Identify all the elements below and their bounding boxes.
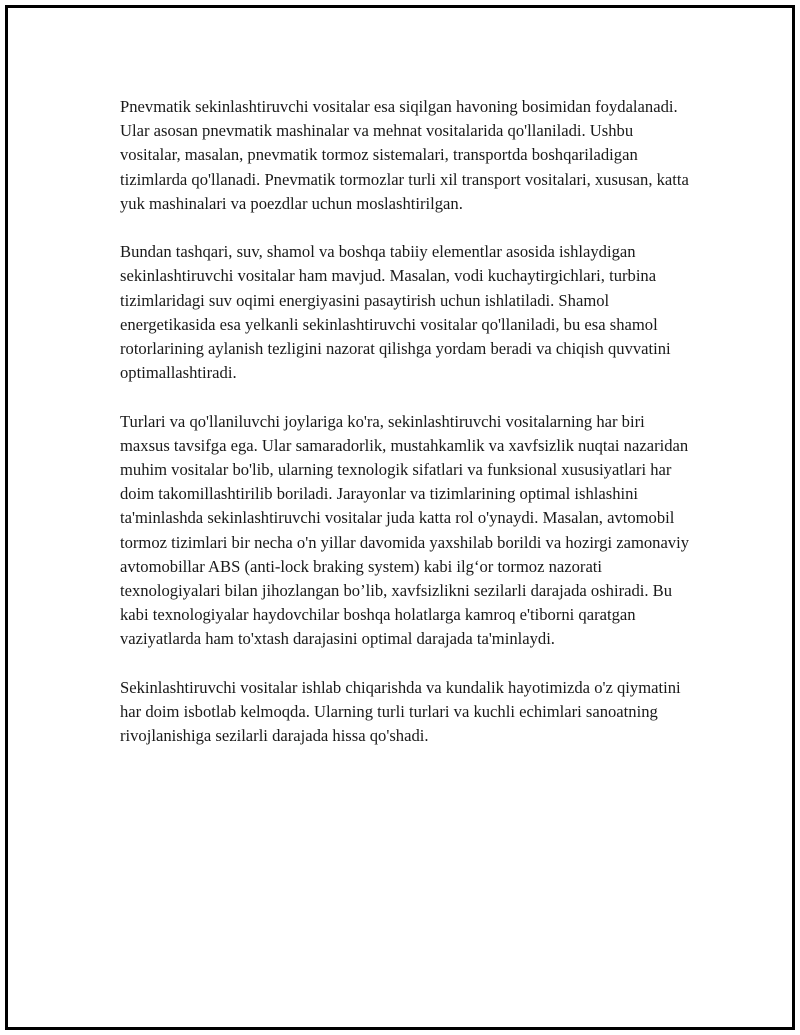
paragraph-types-and-usage: Turlari va qo'llaniluvchi joylariga ko'ra, sekinlashtiruvchi vositalarning har biri maxsus tavsifga ega. Ular samaradorlik, mustahkamlik va xavfsizlik nuqtai nazaridan muhim vositalar bo'lib, ularning texnologik sifatlari va funksional xususiyatlari har doim takomillashtirilib boriladi. Jarayonlar va tizimlarining optimal ishlashini ta'minlashda sekinlashtiruvchi vositalar juda katta rol o'ynaydi. Masalan, avtomobil tormoz tizimlari bir necha o'n yillar davomida yaxshilab borildi va hozirgi zamonaviy avtomobillar ABS (anti-lock braking system) kabi ilg‘or tormoz nazorati texnologiyalari bilan jihozlangan bo’lib, xavfsizlikni sezilarli darajada oshiradi. Bu kabi texnologiyalar haydovchilar boshqa holatlarga kamroq e'tiborni qaratgan vaziyatlarda ham to'xtash darajasini optimal darajada ta'minlaydi. xyxy=(120,411,690,649)
paragraph-conclusion: Sekinlashtiruvchi vositalar ishlab chiqarishda va kundalik hayotimizda o'z qiymatini har doim isbotlab kelmoqda. Ularning turli turlari va kuchli echimlari sanoatning rivojlanishiga sezilarli darajada hissa qo'shadi. xyxy=(120,677,681,746)
paragraph-natural-elements: Bundan tashqari, suv, shamol va boshqa tabiiy elementlar asosida ishlaydigan sekinlashtiruvchi vositalar ham mavjud. Masalan, vodi kuchaytirgichlari, turbina tizimlaridagi suv oqimi energiyasini pasaytirish uchun ishlatiladi. Shamol energetikasida esa yelkanli sekinlashtiruvchi vositalar qo'llaniladi, bu esa shamol rotorlarining aylanish tezligini nazorat qilishga yordam beradi va chiqish quvvatini optimallashtiradi. xyxy=(120,242,671,383)
document-body xyxy=(120,95,690,773)
document-page xyxy=(5,5,795,1030)
paragraph-pneumatic-brakes: Pnevmatik sekinlashtiruvchi vositalar esa siqilgan havoning bosimidan foydalanadi. Ular asosan pnevmatik mashinalar va mehnat vositalarida qo'llaniladi. Ushbu vositalar, masalan, pnevmatik tormoz sistemalari, transportda boshqariladigan tizimlarda qo'llanadi. Pnevmatik tormozlar turli xil transport vositalari, xususan, katta yuk mashinalari va poezdlar uchun moslashtirilgan. xyxy=(120,97,689,213)
